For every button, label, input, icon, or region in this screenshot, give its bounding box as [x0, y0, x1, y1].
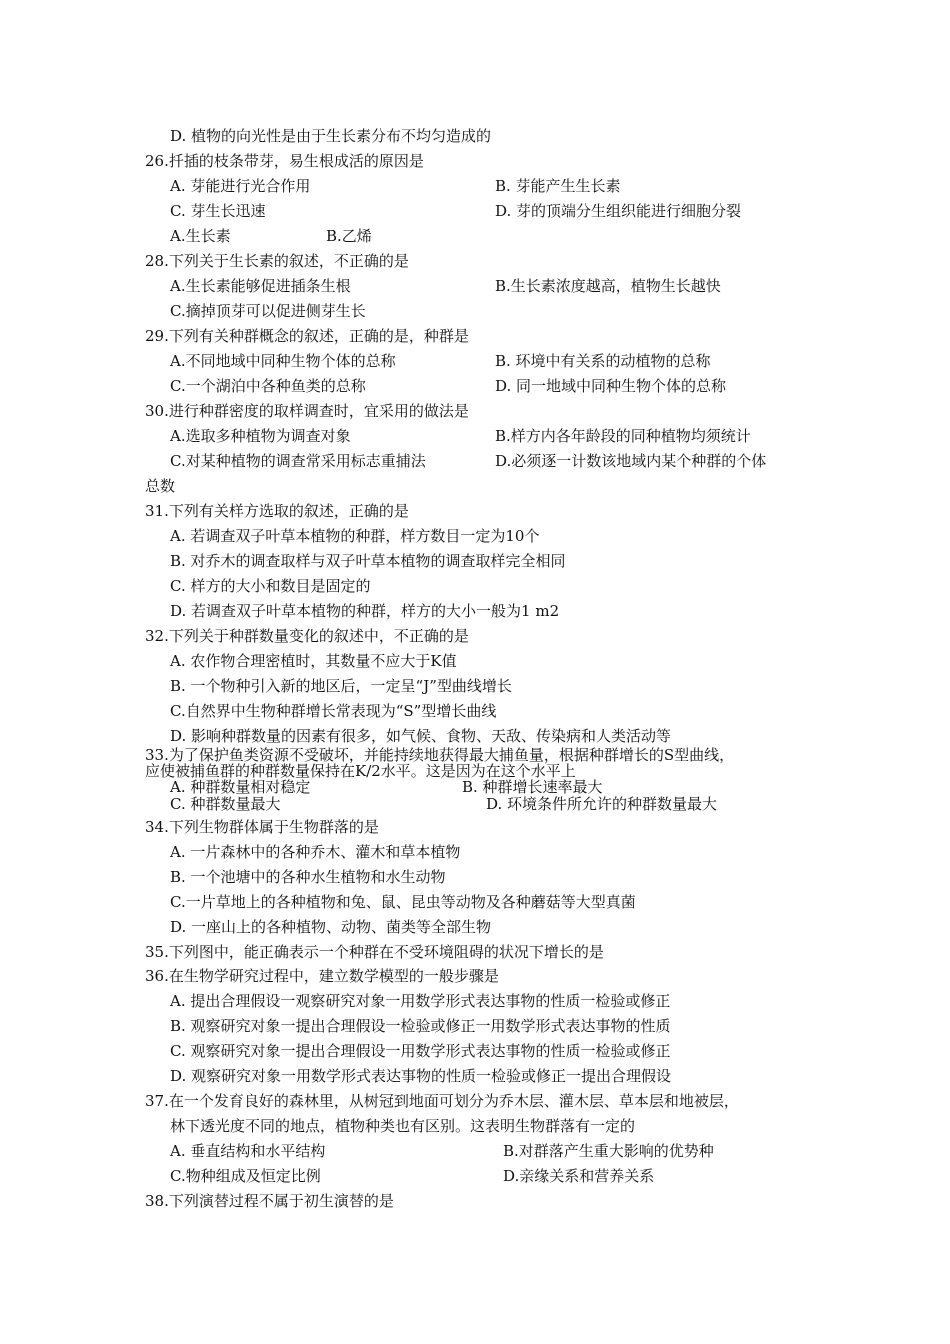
q38-stem: 38.下列演替过程不属于初生演替的是 [145, 1192, 394, 1210]
q34-stem: 34.下列生物群体属于生物群落的是 [145, 818, 379, 836]
q29-option-c: C.一个湖泊中各种鱼类的总称 [170, 377, 366, 395]
q32-stem: 32.下列关于种群数量变化的叙述中，不正确的是 [145, 627, 469, 645]
q37-option-c: C.物种组成及恒定比例 [170, 1167, 321, 1185]
q29-option-b: B. 环境中有关系的动植物的总称 [495, 352, 711, 370]
q30-option-b: B.样方内各年龄段的同种植物均须统计 [495, 427, 751, 445]
q27-option-a: A.生长素 [170, 227, 231, 245]
q34-option-a: A. 一片森林中的各种乔木、灌木和草本植物 [170, 843, 461, 861]
q30-stem: 30.进行种群密度的取样调查时，宜采用的做法是 [145, 402, 469, 420]
q26-stem: 26.扦插的枝条带芽，易生根成活的原因是 [145, 152, 424, 170]
q28-option-c: C.摘掉顶芽可以促进侧芽生长 [170, 302, 366, 320]
q26-option-b: B. 芽能产生生长素 [495, 177, 621, 195]
q25-option-d: D. 植物的向光性是由于生长素分布不均匀造成的 [170, 127, 492, 145]
q28-stem: 28.下列关于生长素的叙述，不正确的是 [145, 252, 409, 270]
q31-option-d: D. 若调查双子叶草本植物的种群，样方的大小一般为1 m2 [170, 602, 560, 620]
q31-stem: 31.下列有关样方选取的叙述，正确的是 [145, 502, 409, 520]
q29-option-d: D. 同一地域中同种生物个体的总称 [495, 377, 727, 395]
q33-option-b: B. 种群增长速率最大 [462, 778, 603, 796]
q33-option-c: C. 种群数量最大 [170, 795, 281, 813]
q31-option-c: C. 样方的大小和数目是固定的 [170, 577, 371, 595]
q28-options-row1 [170, 276, 840, 298]
q33-option-a: A. 种群数量相对稳定 [170, 778, 311, 796]
q36-option-c: C. 观察研究对象一提出合理假设一用数学形式表达事物的性质一检验或修正 [170, 1042, 671, 1060]
q33-stem-line2: 应使被捕鱼群的种群数量保持在K/2水平。这是因为在这个水平上 [145, 762, 576, 780]
q30-options-row1 [170, 426, 840, 448]
q31-option-b: B. 对乔木的调查取样与双子叶草本植物的调查取样完全相同 [170, 552, 566, 570]
q37-options-row2 [170, 1166, 840, 1188]
q31-option-a: A. 若调查双子叶草本植物的种群，样方数目一定为10个 [170, 527, 540, 545]
q30-option-a: A.选取多种植物为调查对象 [170, 427, 351, 445]
q29-options-row1 [170, 351, 840, 373]
q27-options [170, 226, 840, 248]
q36-option-d: D. 观察研究对象一用数学形式表达事物的性质一检验或修正一提出合理假设 [170, 1067, 672, 1085]
q33-options-row1 [170, 779, 840, 795]
q32-option-b: B. 一个物种引入新的地区后，一定呈“J”型曲线增长 [170, 677, 512, 695]
q28-option-b: B.生长素浓度越高，植物生长越快 [495, 277, 721, 295]
q32-option-a: A. 农作物合理密植时，其数量不应大于K值 [170, 652, 457, 670]
q26-option-d: D. 芽的顶端分生组织能进行细胞分裂 [495, 202, 742, 220]
q29-option-a: A.不同地域中同种生物个体的总称 [170, 352, 396, 370]
q29-options-row2 [170, 376, 840, 398]
q37-option-d: D.亲缘关系和营养关系 [503, 1167, 655, 1185]
q35-stem: 35.下列图中，能正确表示一个种群在不受环境阻碍的状况下增长的是 [145, 943, 604, 961]
q26-options-row1 [170, 176, 840, 198]
q32-option-d: D. 影响种群数量的因素有很多，如气候、食物、天敌、传染病和人类活动等 [170, 727, 672, 745]
q33-option-d: D. 环境条件所允许的种群数量最大 [486, 795, 718, 813]
q36-option-b: B. 观察研究对象一提出合理假设一检验或修正一用数学形式表达事物的性质 [170, 1017, 671, 1035]
q37-option-a: A. 垂直结构和水平结构 [170, 1142, 326, 1160]
q33-stem-line1: 33.为了保护鱼类资源不受破坏，并能持续地获得最大捕鱼量，根据种群增长的S型曲线， [145, 746, 735, 764]
q30-option-d: D.必须逐一计数该地域内某个种群的个体 [495, 452, 767, 470]
q34-option-b: B. 一个池塘中的各种水生植物和水生动物 [170, 868, 446, 886]
q37-option-b: B.对群落产生重大影响的优势种 [503, 1142, 714, 1160]
q26-options-row2 [170, 201, 840, 223]
q32-option-c: C.自然界中生物种群增长常表现为“S”型增长曲线 [170, 702, 497, 720]
q28-option-a: A.生长素能够促进插条生根 [170, 277, 351, 295]
q26-option-c: C. 芽生长迅速 [170, 202, 266, 220]
q34-option-d: D. 一座山上的各种植物、动物、菌类等全部生物 [170, 918, 492, 936]
q36-stem: 36.在生物学研究过程中，建立数学模型的一般步骤是 [145, 967, 499, 985]
q37-options-row1 [170, 1141, 840, 1163]
q36-option-a: A. 提出合理假设一观察研究对象一用数学形式表达事物的性质一检验或修正 [170, 992, 671, 1010]
q26-option-a: A. 芽能进行光合作用 [170, 177, 311, 195]
q30-option-d-wrap: 总数 [145, 477, 176, 495]
q29-stem: 29.下列有关种群概念的叙述，正确的是，种群是 [145, 327, 469, 345]
q37-stem-line1: 37.在一个发育良好的森林里，从树冠到地面可划分为乔木层、灌木层、草本层和地被层， [145, 1092, 739, 1110]
q33-options-row2 [170, 796, 840, 812]
q30-option-c: C.对某种植物的调查常采用标志重捕法 [170, 452, 426, 470]
q30-options-row2 [170, 451, 840, 473]
q27-option-b: B.乙烯 [326, 227, 372, 245]
q37-stem-line2: 林下透光度不同的地点，植物种类也有区别。这表明生物群落有一定的 [170, 1117, 636, 1135]
q34-option-c: C.一片草地上的各种植物和兔、鼠、昆虫等动物及各种蘑菇等大型真菌 [170, 893, 636, 911]
